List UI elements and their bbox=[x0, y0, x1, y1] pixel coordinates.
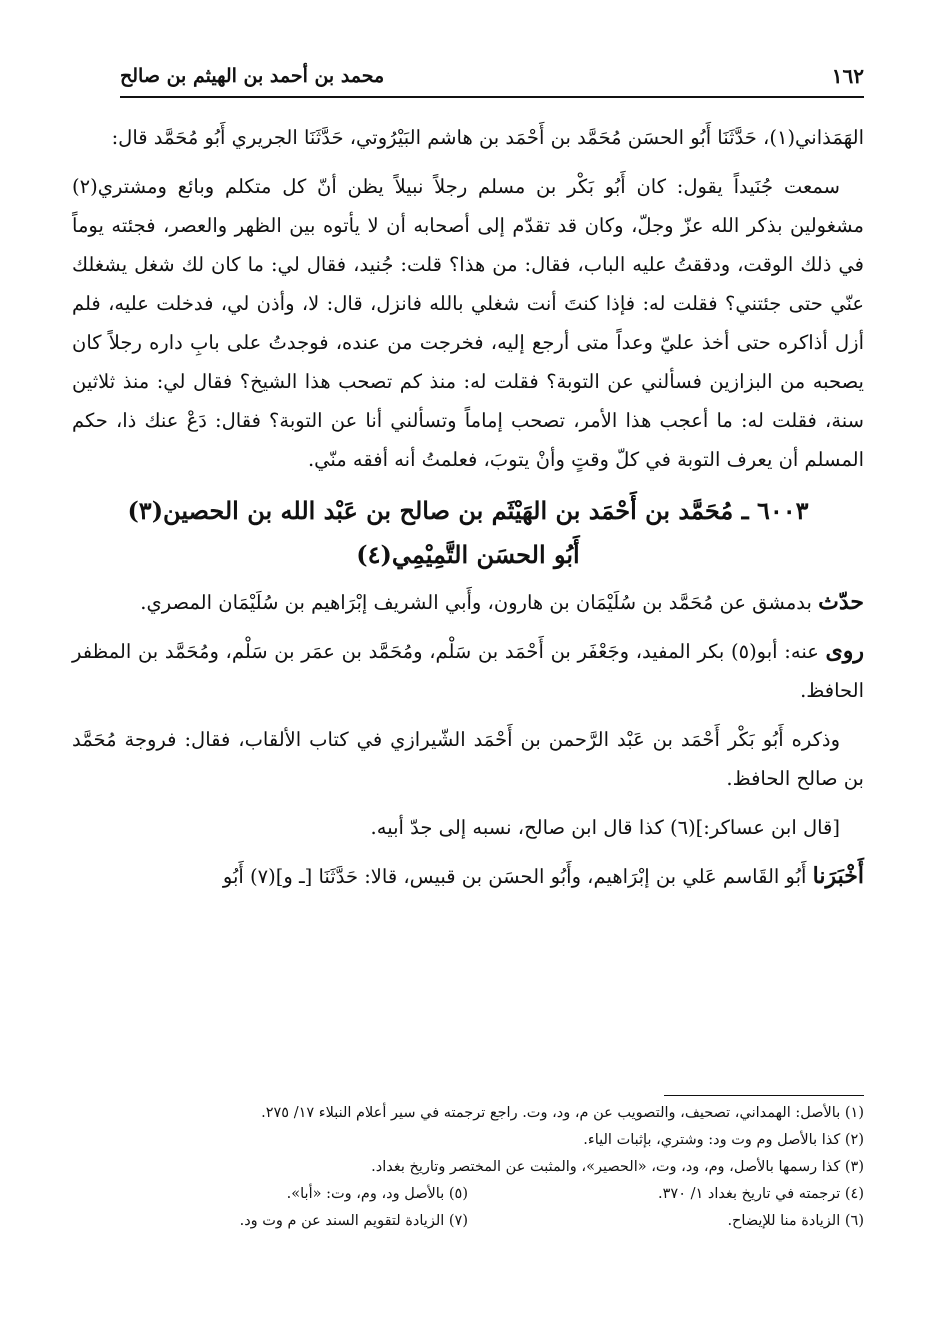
footnote-4: (٤) ترجمته في تاريخ بغداد ١/ ٣٧٠. bbox=[658, 1186, 864, 1202]
running-title: محمد بن أحمد بن الهيثم بن صالح bbox=[120, 65, 385, 87]
footnote-1: (١) بالأصل: الهمداني، تصحيف، والتصويب عن م، ود، وت. راجع ترجمته في سير أعلام النبلاء ١٧/ ٢٧٥. bbox=[261, 1105, 864, 1121]
footnote-3: (٣) كذا رسمها بالأصل، وم، ود، وت، «الحصير»، والمثبت عن المختصر وتاريخ بغداد. bbox=[371, 1159, 864, 1175]
paragraph-4-text: عنه: أبو(٥) بكر المفيد، وجَعْفَر بن أَحْمَد بن سَلْم، ومُحَمَّد بن عمَر بن سَلْم، ومُحَمَّد بن المظفر الحافظ. bbox=[72, 640, 864, 702]
footnote-row-4-5 bbox=[72, 1181, 864, 1208]
paragraph-4 bbox=[72, 632, 864, 710]
paragraph-3 bbox=[72, 583, 864, 622]
footnote-6: (٦) الزيادة منا للإيضاح. bbox=[727, 1213, 864, 1229]
paragraph-3-lead: حدّث bbox=[818, 589, 864, 615]
paragraph-4-lead: روى bbox=[825, 638, 864, 664]
footnote-divider bbox=[664, 1095, 864, 1096]
footnote-7: (٧) الزيادة لتقويم السند عن م وت ود. bbox=[239, 1213, 468, 1229]
paragraph-3-text: بدمشق عن مُحَمَّد بن سُلَيْمَان بن هارون، وأَبي الشريف إبْرَاهيم بن سُلَيْمَان المصري. bbox=[140, 591, 812, 614]
footnotes bbox=[72, 1100, 864, 1235]
page-number: ١٦٢ bbox=[831, 64, 864, 88]
paragraph-7 bbox=[72, 857, 864, 896]
footnote-row-6-7 bbox=[72, 1208, 864, 1235]
paragraph-1: الهَمَذاني(١)، حَدَّثَنَا أَبُو الحسَن مُحَمَّد بن أَحْمَد بن هاشم البَيْرُوتي، حَدَّثَنَا الجريري أَبُو مُحَمَّد قال: bbox=[111, 126, 864, 149]
footnote-2: (٢) كذا بالأصل وم وت ود: وشتري، بإثبات الياء. bbox=[583, 1132, 864, 1148]
footnote-5: (٥) بالأصل ود، وم، وت: «أبا». bbox=[286, 1186, 468, 1202]
main-text bbox=[72, 118, 864, 906]
paragraph-5: وذكره أَبُو بَكْر أَحْمَد بن عَبْد الرَّحمن بن أَحْمَد الشّيرازي في كتاب الألقاب، فقال: فروجة مُحَمَّد بن صالح الحافظ. bbox=[72, 728, 864, 790]
entry-heading bbox=[72, 489, 864, 577]
paragraph-7-lead: أَخْبَرَنا bbox=[812, 863, 864, 889]
paragraph-6: [قال ابن عساكر:](٦) كذا قال ابن صالح، نسبه إلى جدّ أبيه. bbox=[370, 816, 840, 839]
paragraph-7-text: أَبُو القَاسم عَلي بن إبْرَاهيم، وأَبُو الحسَن بن قبيس، قالا: حَدَّثَنَا [ـ و](٧) أَبُو bbox=[222, 865, 807, 888]
paragraph-2: سمعت جُنَيداً يقول: كان أَبُو بَكْر بن مسلم رجلاً نبيلاً يظن أنّ كل متكلم وبائع ومشتري(٢) مشغولين بذكر الله عزّ وجلّ، وكان قد تقدّم إلى أصحابه أن لا يأتوه بين الظهر والعصر، فجئته يوماً في ذلك الوقت، ودققتُ عليه الباب، فقال: من هذا؟ قلت: جُنيد، فقال لي: ما كان لك شغل يشغلك عنّي حتى جئتني؟ فقلت له: فإذا كنتَ أنت شغلي بالله فانزل، قال: لا، وأذن لي، فدخلت عليه، فلم أزل أذاكره حتى أخذ عليّ وعداً متى أرجع إليه، فخرجت من عنده، فوجدتُ على بابِ داره رجلاً كان يصحبه من البزازين فسألني عن التوبة؟ فقلت له: منذ كم تصحب هذا الشيخ؟ فقال لي: منذ ثلاثين سنة، فقلت له: ما أعجب هذا الأمر، تصحب إماماً وتسألني أنا عن التوبة؟ فقال: دَعْ عنك ذا، حكم المسلم أن يعرف التوبة في كلّ وقتٍ وأنْ يتوبَ، فعلمتُ أنه أفقه منّي. bbox=[72, 175, 864, 471]
entry-heading-line-1: ٦٠٠٣ ـ مُحَمَّد بن أَحْمَد بن الهَيْثَم بن صالح بن عَبْد الله بن الحصين(٣) bbox=[127, 496, 809, 525]
page-header bbox=[120, 56, 864, 98]
entry-heading-line-2: أَبُو الحسَن التَّمِيْمِي(٤) bbox=[356, 540, 580, 569]
